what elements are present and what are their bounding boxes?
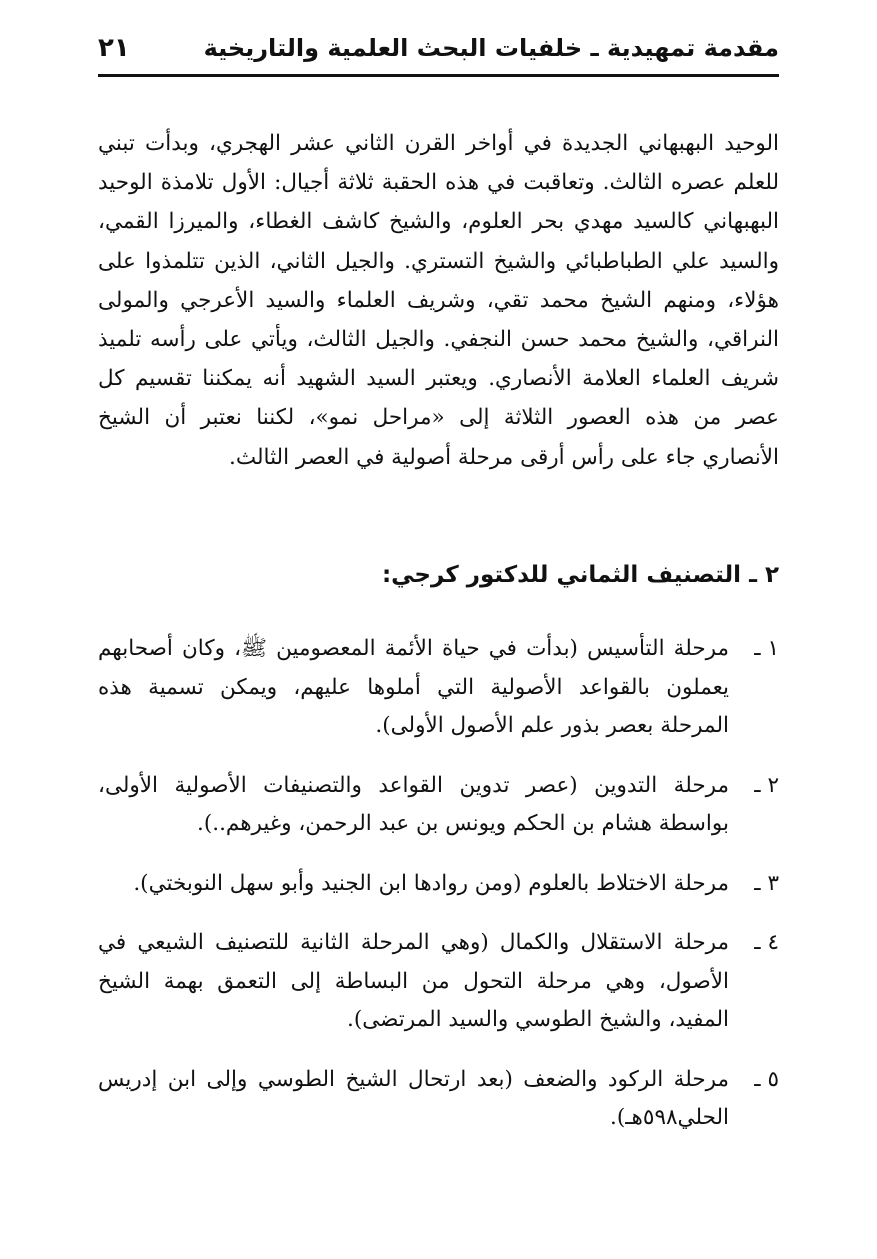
list-item [98, 865, 779, 904]
item-number: ١ ـ [754, 636, 779, 661]
item-text: مرحلة الاستقلال والكمال (وهي المرحلة الثانية للتصنيف الشيعي في الأصول، وهي مرحلة التحول من البساطة إلى التعمق بهمة الشيخ المفيد، والشيخ الطوسي والسيد المرتضى). [98, 930, 729, 1032]
item-text: مرحلة الاختلاط بالعلوم (ومن روادها ابن الجنيد وأبو سهل النوبختي). [133, 870, 729, 896]
running-header [98, 24, 779, 72]
page-number: ٢١ [98, 33, 130, 63]
item-text: مرحلة التدوين (عصر تدوين القواعد والتصنيفات الأصولية الأولى، بواسطة هشام بن الحكم ويونس بن عبد الرحمن، وغيرهم..). [98, 772, 729, 836]
header-rule [98, 74, 779, 77]
list-item [98, 630, 779, 746]
item-text: مرحلة الركود والضعف (بعد ارتحال الشيخ الطوسي وإلى ابن إدريس الحلي٥٩٨هـ). [98, 1066, 729, 1130]
stages-list [98, 630, 779, 1159]
header-title: مقدمة تمهيدية ـ خلفيات البحث العلمية والتاريخية [203, 34, 779, 62]
item-text: مرحلة التأسيس (بدأت في حياة الأئمة المعصومين ﷺ، وكان أصحابهم يعملون بالقواعد الأصولية التي أملوها عليهم، ويمكن تسمية هذه المرحلة بعصر بذور علم الأصول الأولى). [98, 636, 729, 738]
body-paragraph: الوحيد البهبهاني الجديدة في أواخر القرن الثاني عشر الهجري، وبدأت تبني للعلم عصره الثالث. وتعاقبت في هذه الحقبة ثلاثة أجيال: الأول تلامذة الوحيد البهبهاني كالسيد مهدي بحر العلوم، والشيخ كاشف الغطاء، والميرزا القمي، والسيد علي الطباطبائي والشيخ التستري. والجيل الثاني، الذين تتلمذوا على هؤلاء، ومنهم الشيخ محمد تقي، وشريف العلماء والسيد الأعرجي والمولى النراقي، والشيخ محمد حسن النجفي. والجيل الثالث، ويأتي على رأسه تلميذ شريف العلماء العلامة الأنصاري. ويعتبر السيد الشهيد أنه يمكننا تقسيم كل عصر من هذه العصور الثلاثة إلى «مراحل نمو»، لكننا نعتبر أن الشيخ الأنصاري جاء على رأس أرقى مرحلة أصولية في العصر الثالث. [98, 131, 779, 470]
section-heading: ٢ ـ التصنيف الثماني للدكتور كرجي: [381, 562, 779, 588]
list-item [98, 924, 779, 1040]
item-number: ٤ ـ [754, 930, 779, 955]
item-number: ٣ ـ [754, 870, 779, 896]
list-item [98, 1061, 779, 1138]
item-number: ٢ ـ [754, 772, 779, 798]
list-item [98, 767, 779, 844]
item-number: ٥ ـ [754, 1066, 779, 1092]
